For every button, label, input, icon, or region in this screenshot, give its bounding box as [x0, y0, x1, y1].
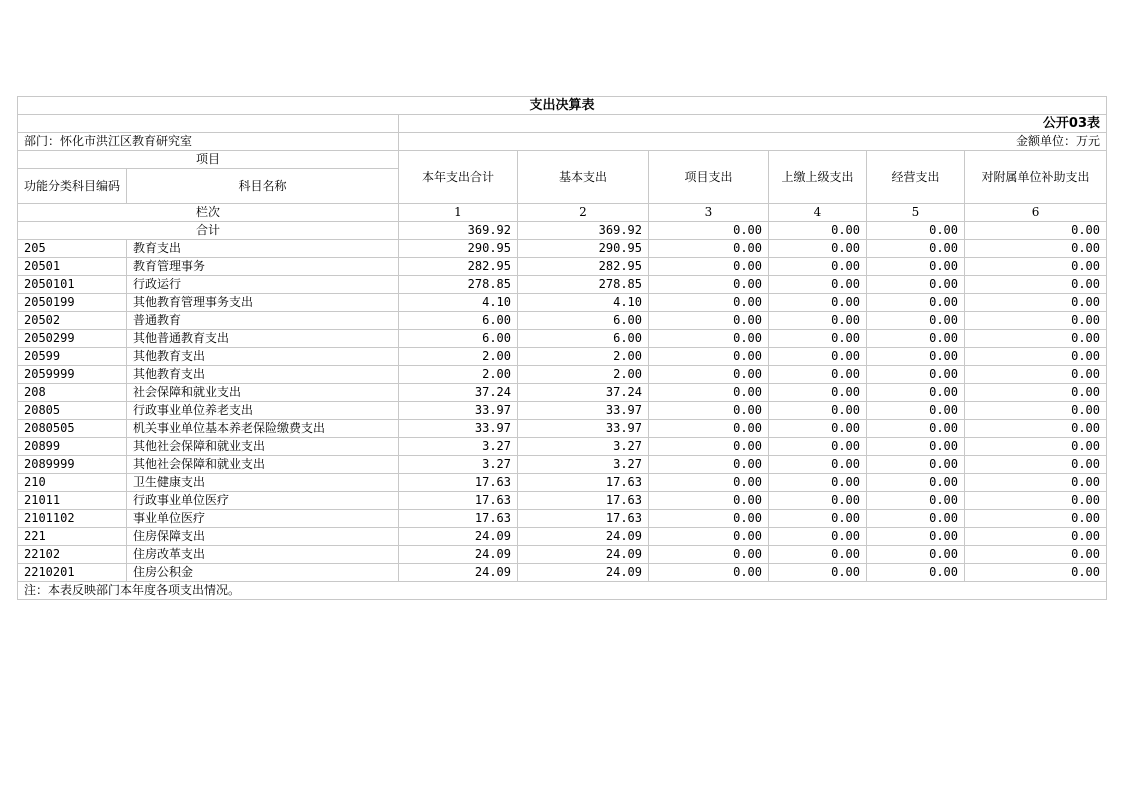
row-value: 0.00 [649, 294, 769, 312]
row-value: 0.00 [649, 348, 769, 366]
row-value: 0.00 [965, 528, 1107, 546]
row-value: 24.09 [518, 546, 649, 564]
row-value: 0.00 [769, 438, 867, 456]
lanci-num: 1 [399, 204, 518, 222]
row-value: 0.00 [965, 438, 1107, 456]
table-row [18, 294, 1107, 312]
row-value: 0.00 [867, 492, 965, 510]
row-value: 33.97 [399, 402, 518, 420]
table-row [18, 474, 1107, 492]
row-code: 21011 [18, 492, 127, 510]
row-name: 行政事业单位养老支出 [127, 402, 399, 420]
row-name: 其他社会保障和就业支出 [127, 438, 399, 456]
row-value: 0.00 [867, 366, 965, 384]
row-name: 其他教育支出 [127, 348, 399, 366]
row-value: 282.95 [399, 258, 518, 276]
row-code: 20502 [18, 312, 127, 330]
row-value: 2.00 [518, 348, 649, 366]
row-value: 290.95 [399, 240, 518, 258]
row-value: 0.00 [867, 402, 965, 420]
row-code: 2089999 [18, 456, 127, 474]
row-value: 0.00 [769, 312, 867, 330]
row-value: 278.85 [399, 276, 518, 294]
row-value: 0.00 [769, 546, 867, 564]
row-value: 0.00 [965, 366, 1107, 384]
row-value: 33.97 [518, 402, 649, 420]
lanci-num: 4 [769, 204, 867, 222]
row-value: 0.00 [867, 474, 965, 492]
row-value: 0.00 [769, 240, 867, 258]
row-value: 0.00 [769, 402, 867, 420]
row-value: 0.00 [649, 510, 769, 528]
lanci-num: 2 [518, 204, 649, 222]
row-value: 0.00 [867, 258, 965, 276]
row-value: 24.09 [518, 564, 649, 582]
row-value: 0.00 [769, 420, 867, 438]
row-value: 6.00 [399, 330, 518, 348]
row-code: 2210201 [18, 564, 127, 582]
row-name: 行政事业单位医疗 [127, 492, 399, 510]
table-row [18, 330, 1107, 348]
total-label: 合计 [18, 222, 399, 240]
row-value: 0.00 [649, 258, 769, 276]
row-value: 0.00 [769, 510, 867, 528]
row-value: 0.00 [649, 384, 769, 402]
row-code: 20599 [18, 348, 127, 366]
header-project: 项目 [18, 151, 399, 169]
table-row [18, 258, 1107, 276]
row-value: 0.00 [769, 258, 867, 276]
header-col-5: 经营支出 [867, 151, 965, 204]
row-code: 20899 [18, 438, 127, 456]
row-value: 0.00 [867, 456, 965, 474]
row-value: 0.00 [769, 384, 867, 402]
row-value: 6.00 [518, 330, 649, 348]
table-row [18, 420, 1107, 438]
row-value: 0.00 [965, 474, 1107, 492]
row-value: 6.00 [399, 312, 518, 330]
row-value: 0.00 [965, 564, 1107, 582]
row-value: 3.27 [399, 438, 518, 456]
table-row [18, 564, 1107, 582]
row-value: 290.95 [518, 240, 649, 258]
table-row [18, 492, 1107, 510]
row-value: 0.00 [649, 438, 769, 456]
header-col-6: 对附属单位补助支出 [965, 151, 1107, 204]
row-value: 0.00 [965, 330, 1107, 348]
row-code: 221 [18, 528, 127, 546]
table-row [18, 456, 1107, 474]
row-value: 0.00 [649, 546, 769, 564]
table-row [18, 312, 1107, 330]
row-value: 0.00 [769, 348, 867, 366]
row-value: 6.00 [518, 312, 649, 330]
row-name: 住房公积金 [127, 564, 399, 582]
row-name: 卫生健康支出 [127, 474, 399, 492]
row-value: 0.00 [649, 564, 769, 582]
row-code: 2059999 [18, 366, 127, 384]
row-value: 17.63 [399, 474, 518, 492]
row-value: 0.00 [649, 492, 769, 510]
row-value: 0.00 [769, 294, 867, 312]
row-code: 208 [18, 384, 127, 402]
row-value: 0.00 [649, 456, 769, 474]
row-value: 0.00 [649, 366, 769, 384]
lanci-num: 5 [867, 204, 965, 222]
row-value: 3.27 [518, 456, 649, 474]
row-value: 0.00 [867, 384, 965, 402]
table-note: 注：本表反映部门本年度各项支出情况。 [18, 582, 1107, 600]
row-name: 机关事业单位基本养老保险缴费支出 [127, 420, 399, 438]
row-value: 0.00 [769, 276, 867, 294]
row-value: 0.00 [867, 420, 965, 438]
header-col-2: 基本支出 [518, 151, 649, 204]
row-value: 0.00 [965, 294, 1107, 312]
row-value: 0.00 [867, 510, 965, 528]
total-value: 0.00 [649, 222, 769, 240]
row-value: 0.00 [769, 366, 867, 384]
row-code: 210 [18, 474, 127, 492]
row-name: 行政运行 [127, 276, 399, 294]
row-value: 0.00 [965, 492, 1107, 510]
row-value: 17.63 [399, 510, 518, 528]
table-row [18, 348, 1107, 366]
row-code: 2080505 [18, 420, 127, 438]
row-name: 普通教育 [127, 312, 399, 330]
row-value: 0.00 [867, 348, 965, 366]
table-row [18, 438, 1107, 456]
row-value: 0.00 [649, 276, 769, 294]
table-row [18, 384, 1107, 402]
row-value: 24.09 [399, 546, 518, 564]
row-value: 0.00 [769, 492, 867, 510]
row-value: 17.63 [399, 492, 518, 510]
row-value: 17.63 [518, 492, 649, 510]
row-value: 17.63 [518, 474, 649, 492]
table-row [18, 366, 1107, 384]
row-code: 20805 [18, 402, 127, 420]
header-code: 功能分类科目编码 [18, 169, 127, 204]
table-row [18, 546, 1107, 564]
row-value: 0.00 [965, 258, 1107, 276]
row-value: 24.09 [399, 564, 518, 582]
row-value: 2.00 [518, 366, 649, 384]
row-name: 教育管理事务 [127, 258, 399, 276]
row-name: 其他普通教育支出 [127, 330, 399, 348]
row-value: 4.10 [518, 294, 649, 312]
total-value: 0.00 [867, 222, 965, 240]
row-value: 0.00 [867, 330, 965, 348]
row-name: 教育支出 [127, 240, 399, 258]
row-value: 0.00 [965, 240, 1107, 258]
row-value: 0.00 [769, 330, 867, 348]
row-value: 0.00 [965, 420, 1107, 438]
row-code: 2101102 [18, 510, 127, 528]
lanci-label: 栏次 [18, 204, 399, 222]
row-name: 住房改革支出 [127, 546, 399, 564]
row-value: 4.10 [399, 294, 518, 312]
row-value: 0.00 [867, 276, 965, 294]
table-row [18, 276, 1107, 294]
row-code: 20501 [18, 258, 127, 276]
row-value: 0.00 [649, 312, 769, 330]
row-code: 2050101 [18, 276, 127, 294]
row-value: 3.27 [399, 456, 518, 474]
row-value: 0.00 [649, 402, 769, 420]
header-col-1: 本年支出合计 [399, 151, 518, 204]
row-value: 0.00 [769, 528, 867, 546]
row-value: 37.24 [518, 384, 649, 402]
total-value: 0.00 [769, 222, 867, 240]
row-value: 2.00 [399, 348, 518, 366]
header-name: 科目名称 [127, 169, 399, 204]
row-value: 0.00 [965, 402, 1107, 420]
row-name: 住房保障支出 [127, 528, 399, 546]
row-value: 0.00 [965, 312, 1107, 330]
row-code: 2050299 [18, 330, 127, 348]
row-value: 0.00 [867, 546, 965, 564]
row-value: 0.00 [867, 312, 965, 330]
row-value: 0.00 [867, 294, 965, 312]
row-value: 0.00 [867, 438, 965, 456]
row-value: 0.00 [965, 384, 1107, 402]
expenditure-table [17, 96, 1107, 600]
total-value: 369.92 [399, 222, 518, 240]
row-code: 22102 [18, 546, 127, 564]
row-value: 24.09 [518, 528, 649, 546]
row-value: 37.24 [399, 384, 518, 402]
row-value: 278.85 [518, 276, 649, 294]
department-label: 部门：怀化市洪江区教育研究室 [18, 133, 399, 151]
table-row [18, 528, 1107, 546]
row-value: 0.00 [649, 330, 769, 348]
row-value: 0.00 [769, 474, 867, 492]
table-title: 支出决算表 [18, 97, 1107, 115]
header-col-4: 上缴上级支出 [769, 151, 867, 204]
row-code: 205 [18, 240, 127, 258]
row-value: 0.00 [769, 564, 867, 582]
row-value: 0.00 [867, 240, 965, 258]
row-value: 0.00 [965, 348, 1107, 366]
unit-label: 金额单位：万元 [399, 133, 1107, 151]
row-value: 0.00 [965, 546, 1107, 564]
row-value: 33.97 [518, 420, 649, 438]
row-value: 0.00 [649, 240, 769, 258]
row-value: 33.97 [399, 420, 518, 438]
row-value: 0.00 [867, 528, 965, 546]
table-row [18, 240, 1107, 258]
table-row [18, 510, 1107, 528]
row-name: 事业单位医疗 [127, 510, 399, 528]
row-value: 0.00 [649, 420, 769, 438]
row-value: 0.00 [769, 456, 867, 474]
table-row [18, 402, 1107, 420]
row-name: 其他教育管理事务支出 [127, 294, 399, 312]
lanci-num: 3 [649, 204, 769, 222]
row-value: 0.00 [649, 528, 769, 546]
total-value: 369.92 [518, 222, 649, 240]
row-code: 2050199 [18, 294, 127, 312]
row-value: 3.27 [518, 438, 649, 456]
lanci-num: 6 [965, 204, 1107, 222]
header-col-3: 项目支出 [649, 151, 769, 204]
row-name: 其他教育支出 [127, 366, 399, 384]
row-value: 0.00 [649, 474, 769, 492]
row-value: 2.00 [399, 366, 518, 384]
total-value: 0.00 [965, 222, 1107, 240]
row-value: 24.09 [399, 528, 518, 546]
row-value: 0.00 [867, 564, 965, 582]
row-name: 社会保障和就业支出 [127, 384, 399, 402]
row-name: 其他社会保障和就业支出 [127, 456, 399, 474]
table-number: 公开03表 [399, 115, 1107, 133]
row-value: 0.00 [965, 276, 1107, 294]
row-value: 0.00 [965, 456, 1107, 474]
row-value: 17.63 [518, 510, 649, 528]
row-value: 0.00 [965, 510, 1107, 528]
row-value: 282.95 [518, 258, 649, 276]
